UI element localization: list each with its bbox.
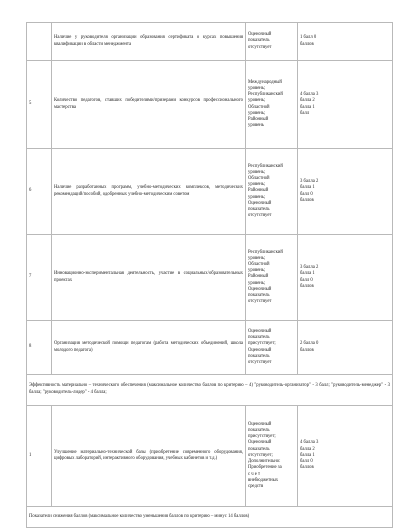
level-line: присутствует; xyxy=(248,341,276,347)
level-line: уровень xyxy=(248,123,264,129)
level-line: Оценочный xyxy=(248,32,272,38)
points-line: 3 балла 2 xyxy=(300,265,319,271)
table-row xyxy=(27,235,393,321)
level-line: Республиканский xyxy=(248,249,283,255)
criterion-description: Количество педагогов, ставших победителями/призерами конкурсов профессионального мастерства xyxy=(52,61,246,149)
level-line: Оценочный xyxy=(248,440,272,446)
row-number: 1 xyxy=(27,406,52,507)
points-line: балла 1 xyxy=(300,271,315,277)
level-line: отсутствует xyxy=(248,213,272,219)
points-cell xyxy=(298,406,393,507)
level-line: Областной xyxy=(248,175,270,181)
level-cell xyxy=(246,406,298,507)
table-row xyxy=(27,23,393,61)
level-line: Районный xyxy=(248,116,269,122)
level-line: показатель xyxy=(248,428,270,434)
points-line: 2 балла 0 xyxy=(300,341,319,347)
level-line: Республиканский xyxy=(248,92,283,98)
points-cell xyxy=(298,321,393,375)
level-line: показатель xyxy=(248,207,270,212)
level-line: Районный xyxy=(248,274,269,280)
level-line: Оценочный xyxy=(248,421,272,427)
points-cell xyxy=(298,23,393,61)
level-line: уровень; xyxy=(248,255,266,261)
level-line: Оценочный xyxy=(248,328,272,334)
points-line: балл 0 xyxy=(300,277,313,283)
level-line: Оценочный xyxy=(248,200,272,206)
level-line: Приобретение за xyxy=(248,465,282,471)
level-line: показатель xyxy=(248,446,270,452)
level-cell xyxy=(246,321,298,375)
criterion-description: Улучшение материально-технической базы (приобретение современного оборудования, цифровых лабораторий, интерактивного оборудования, учебных кабинетов и т.д.) xyxy=(52,406,246,507)
level-line: уровень; xyxy=(248,268,266,274)
level-line: уровень; xyxy=(248,182,266,188)
level-line: Областной xyxy=(248,104,270,110)
level-line: с ч е т xyxy=(248,471,261,477)
row-number: 7 xyxy=(27,235,52,321)
level-line: присутствует; xyxy=(248,434,276,440)
level-line: отсутствует; xyxy=(248,452,273,458)
criterion-description: Наличие у руководителя организации образования сертификата о курсах повышения квалификации в области менеджмента xyxy=(52,23,246,61)
level-line: показатель xyxy=(248,353,270,359)
criterion-description: Наличие разработанных программ, учебно-методических комплексов, методических рекомендаций/пособий, одобренных учебно-методическим советом xyxy=(52,149,246,235)
level-line: Международный xyxy=(248,79,282,85)
level-cell xyxy=(246,61,298,149)
level-cell xyxy=(246,149,298,235)
points-line: балл 0 xyxy=(300,459,313,465)
level-cell xyxy=(246,235,298,321)
points-line: баллов xyxy=(300,465,314,471)
level-line: уровень; xyxy=(248,98,266,104)
level-line: отсутствует xyxy=(248,44,272,50)
table-row xyxy=(27,321,393,375)
level-line: уровень; xyxy=(248,110,266,116)
level-line: показатель xyxy=(248,335,270,341)
level-line: средств xyxy=(248,483,264,489)
points-line: 4 балла 3 xyxy=(300,92,319,98)
level-line: показатель xyxy=(248,293,270,298)
points-line: 3 балла 2 xyxy=(300,179,319,185)
points-line: балл 0 xyxy=(300,191,313,197)
points-cell xyxy=(298,149,393,235)
level-line: Республиканский xyxy=(248,163,283,169)
row-number: 5 xyxy=(27,61,52,149)
points-line: балла 2 xyxy=(300,446,315,452)
table-row xyxy=(27,61,393,149)
level-cell xyxy=(246,23,298,61)
level-line: показатель xyxy=(248,38,270,44)
level-line: внебюджетных xyxy=(248,477,279,483)
footer-text: Показатели снижения баллов (максимальное количество уменьшения баллов по критерию – минус 14 баллов) xyxy=(27,507,393,528)
points-line: балла 1 xyxy=(300,104,315,110)
level-line: Оценочный xyxy=(248,347,272,353)
row-number xyxy=(27,23,52,61)
points-line: балла 1 xyxy=(300,185,315,191)
level-line: уровень; xyxy=(248,169,266,175)
table-row xyxy=(27,149,393,235)
level-line: отсутствует xyxy=(248,359,272,365)
row-number: 8 xyxy=(27,321,52,375)
points-cell xyxy=(298,235,393,321)
section-heading-row xyxy=(27,375,393,406)
points-line: балла 2 xyxy=(300,98,315,104)
points-line: балла 1 xyxy=(300,452,315,458)
points-line: балл xyxy=(300,110,310,116)
level-line: Дополнительно: xyxy=(248,459,281,465)
criterion-description: Организация методической помощи педагогам (работа методических объединений, школа молодого педагога) xyxy=(52,321,246,375)
points-cell xyxy=(298,61,393,149)
level-line: уровень; xyxy=(248,194,266,200)
level-line: Оценочный xyxy=(248,286,272,292)
points-line: 4 балла 3 xyxy=(300,440,319,446)
section-heading: Эффективность материально – технического обеспечения (максимальное количество баллов по критерию – 4) "руководитель-организатор" - 3 балл; "руководитель-менеджер" - 3 балла; "руководитель-лидер" - 4 балла; xyxy=(27,375,393,406)
level-line: уровень; xyxy=(248,85,266,91)
criterion-description: Инновационно-экспериментальная деятельность, участие в социальных/образовательных проектах xyxy=(52,235,246,321)
points-line: баллов xyxy=(300,197,314,203)
points-line: баллов xyxy=(300,347,314,353)
points-line: баллов xyxy=(300,283,314,289)
criteria-table xyxy=(26,22,393,528)
footer-row xyxy=(27,507,393,528)
level-line: Областной xyxy=(248,261,270,267)
level-line: отсутствует xyxy=(248,299,272,305)
level-line: Районный xyxy=(248,188,269,194)
level-line: уровень; xyxy=(248,280,266,286)
table-row xyxy=(27,406,393,507)
points-line: 1 балл 0 xyxy=(300,35,317,41)
points-line: баллов xyxy=(300,41,314,47)
row-number: 6 xyxy=(27,149,52,235)
